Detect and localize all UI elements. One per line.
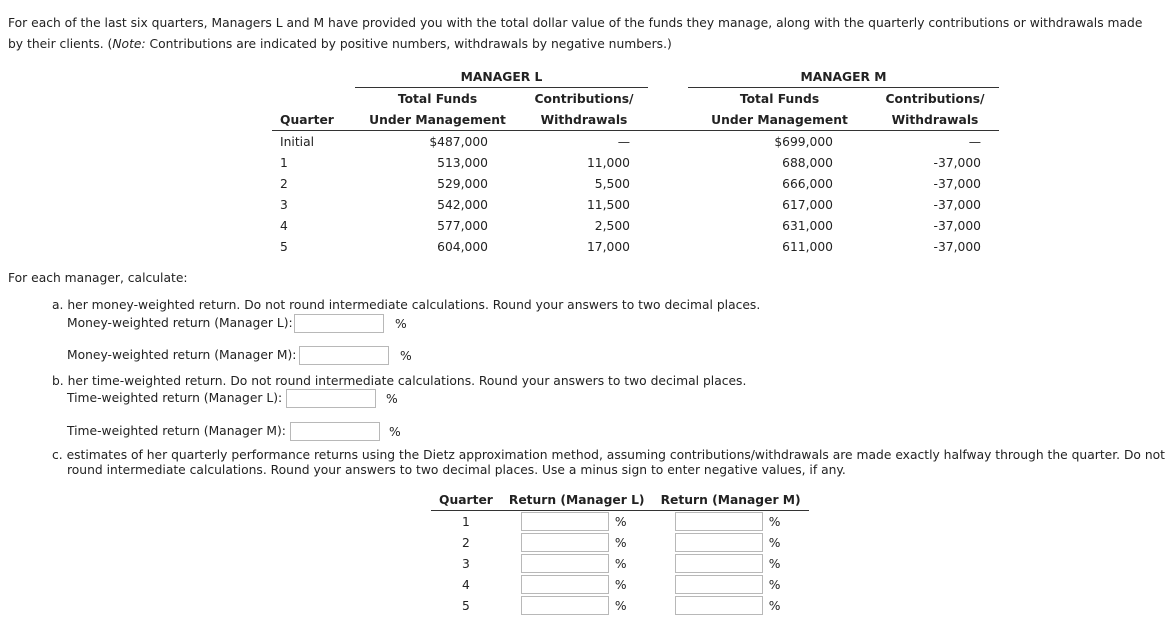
dietz-m-input[interactable]: [675, 512, 763, 531]
dietz-l-input[interactable]: [521, 596, 609, 615]
dietz-m-input[interactable]: [675, 533, 763, 552]
dietz-header-quarter: Quarter: [431, 489, 501, 511]
mw-return-l-label: Money-weighted return (Manager L):: [67, 316, 293, 330]
contrib-l-cell: 11,000: [586, 155, 630, 170]
intro-note-label: Note:: [112, 37, 146, 51]
dietz-m-input[interactable]: [675, 575, 763, 594]
funds-l-cell: $487,000: [429, 134, 488, 149]
percent-sign: %: [768, 577, 781, 592]
dietz-header-l: Return (Manager L): [501, 489, 653, 511]
funds-m-cell: $699,000: [774, 134, 833, 149]
tw-return-m-label: Time-weighted return (Manager M):: [67, 424, 286, 438]
percent-sign: %: [614, 577, 627, 592]
contrib-l-cell: 11,500: [586, 197, 630, 212]
percent-sign: %: [614, 535, 627, 550]
quarter-cell: 5: [280, 239, 288, 254]
dietz-l-input[interactable]: [521, 554, 609, 573]
problem-intro: [8, 13, 1158, 55]
contrib-l-cell: —: [617, 134, 630, 149]
quarter-cell: 3: [280, 197, 288, 212]
percent-sign: %: [400, 349, 412, 363]
contrib-m-cell: -37,000: [933, 239, 981, 254]
table-row: [431, 532, 809, 553]
table-row: [431, 595, 809, 616]
funds-table: [272, 66, 999, 257]
table-row: [272, 173, 999, 194]
quarter-cell: 4: [280, 218, 288, 233]
header-quarter: Quarter: [272, 109, 355, 131]
contrib-m-cell: -37,000: [933, 197, 981, 212]
table-row: [272, 131, 999, 153]
contrib-m-cell: -37,000: [933, 218, 981, 233]
funds-l-cell: 542,000: [437, 197, 488, 212]
funds-l-cell: 577,000: [437, 218, 488, 233]
dietz-l-input[interactable]: [521, 533, 609, 552]
header-total-funds-l: Total Funds: [397, 91, 478, 106]
contrib-m-cell: —: [968, 134, 981, 149]
funds-l-cell: 529,000: [437, 176, 488, 191]
table-row: [431, 553, 809, 574]
intro-note-text: Contributions are indicated by positive numbers, withdrawals by negative numbers.): [145, 37, 672, 51]
dietz-quarter-cell: 5: [462, 598, 470, 613]
tw-return-l-input[interactable]: [286, 389, 376, 408]
group-header-manager-m: MANAGER M: [688, 66, 999, 88]
table-row: [272, 152, 999, 173]
mw-return-m-label: Money-weighted return (Manager M):: [67, 348, 297, 362]
funds-m-cell: 631,000: [782, 218, 833, 233]
percent-sign: %: [768, 514, 781, 529]
funds-l-cell: 513,000: [437, 155, 488, 170]
quarter-cell: 1: [280, 155, 288, 170]
mw-return-m-input[interactable]: [299, 346, 389, 365]
percent-sign: %: [389, 425, 401, 439]
question-c-line2: round intermediate calculations. Round your answers to two decimal places. Use a minus sign to enter negative values, if any.: [67, 463, 846, 477]
dietz-quarter-cell: 1: [462, 514, 470, 529]
dietz-quarter-cell: 2: [462, 535, 470, 550]
questions-lead: For each manager, calculate:: [8, 271, 188, 285]
header-total-funds-m: Total Funds: [739, 91, 820, 106]
funds-m-cell: 666,000: [782, 176, 833, 191]
contrib-l-cell: 5,500: [594, 176, 630, 191]
contrib-m-cell: -37,000: [933, 155, 981, 170]
percent-sign: %: [768, 598, 781, 613]
question-a: a. her money-weighted return. Do not round intermediate calculations. Round your answers to two decimal places.: [52, 298, 761, 312]
header-under-management-m: Under Management: [688, 109, 871, 131]
percent-sign: %: [614, 598, 627, 613]
table-row: [431, 574, 809, 595]
intro-text: For each of the last six quarters, Managers L and M have provided you with the total dollar value of the funds they manage, along with the quarterly contributions or withdrawals made by their clients. (: [8, 16, 1143, 51]
table-row: [272, 215, 999, 236]
quarter-cell: 2: [280, 176, 288, 191]
header-withdrawals-m: Withdrawals: [871, 109, 999, 131]
group-header-manager-l: MANAGER L: [355, 66, 648, 88]
percent-sign: %: [614, 514, 627, 529]
funds-m-cell: 688,000: [782, 155, 833, 170]
dietz-l-input[interactable]: [521, 512, 609, 531]
dietz-quarter-cell: 3: [462, 556, 470, 571]
table-row: [272, 194, 999, 215]
dietz-l-input[interactable]: [521, 575, 609, 594]
mw-return-l-input[interactable]: [294, 314, 384, 333]
percent-sign: %: [614, 556, 627, 571]
contrib-m-cell: -37,000: [933, 176, 981, 191]
quarter-cell: Initial: [280, 134, 315, 149]
header-contrib-m: Contributions/: [885, 91, 985, 106]
percent-sign: %: [768, 535, 781, 550]
table-row: [431, 511, 809, 533]
tw-return-l-label: Time-weighted return (Manager L):: [67, 391, 283, 405]
header-contrib-l: Contributions/: [534, 91, 634, 106]
dietz-table: [431, 489, 809, 616]
funds-m-cell: 611,000: [782, 239, 833, 254]
percent-sign: %: [386, 392, 398, 406]
percent-sign: %: [768, 556, 781, 571]
tw-return-m-input[interactable]: [290, 422, 380, 441]
table-row: [272, 236, 999, 257]
percent-sign: %: [395, 317, 407, 331]
contrib-l-cell: 17,000: [586, 239, 630, 254]
question-b: b. her time-weighted return. Do not round intermediate calculations. Round your answers to two decimal places.: [52, 374, 747, 388]
dietz-m-input[interactable]: [675, 596, 763, 615]
header-under-management-l: Under Management: [355, 109, 520, 131]
question-c-line1: c. estimates of her quarterly performance returns using the Dietz approximation method, assuming contributions/withdrawals are made exactly halfway through the quarter. Do not: [52, 448, 1165, 462]
funds-l-cell: 604,000: [437, 239, 488, 254]
dietz-quarter-cell: 4: [462, 577, 470, 592]
funds-m-cell: 617,000: [782, 197, 833, 212]
dietz-header-m: Return (Manager M): [653, 489, 809, 511]
contrib-l-cell: 2,500: [594, 218, 630, 233]
dietz-m-input[interactable]: [675, 554, 763, 573]
header-withdrawals-l: Withdrawals: [520, 109, 648, 131]
